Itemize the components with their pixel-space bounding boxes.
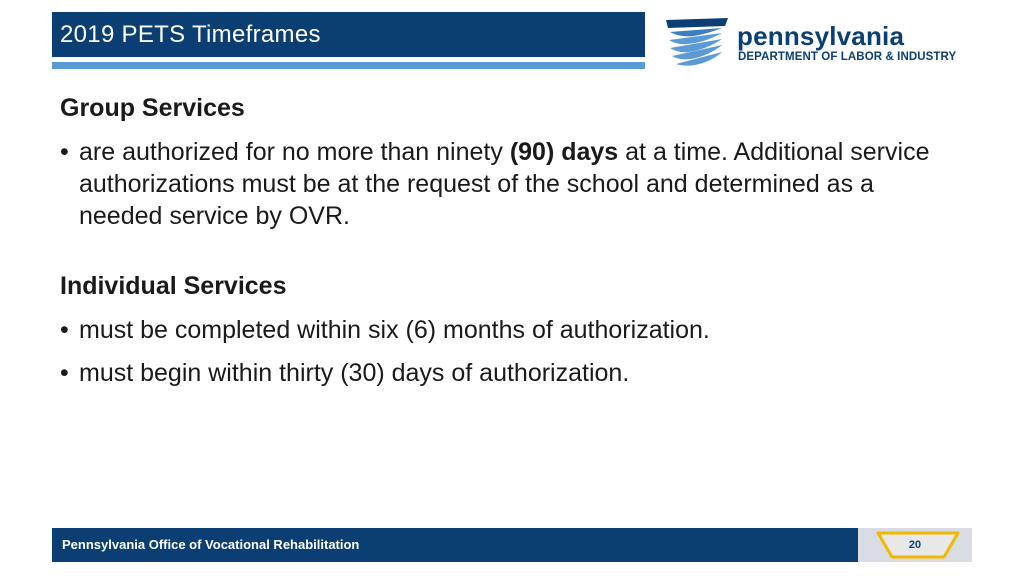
slide-content: [60, 92, 960, 389]
pa-logo: [664, 12, 994, 68]
slide-title: 2019 PETS Timeframes: [60, 21, 321, 48]
bullet-icon: •: [60, 316, 69, 344]
individual-bullet-2: [60, 357, 960, 389]
bullet-icon: •: [60, 359, 69, 387]
bullet-text: must be completed within six (6) months of authorization.: [79, 316, 710, 344]
individual-bullet-1: [60, 314, 960, 346]
footer-text: Pennsylvania Office of Vocational Rehabilitation: [62, 537, 360, 552]
logo-name: pennsylvania: [737, 21, 905, 51]
page-number: 20: [908, 539, 922, 551]
bullet-icon: •: [60, 138, 69, 166]
bullet-text: must begin within thirty (30) days of authorization.: [79, 359, 630, 387]
individual-services-heading: Individual Services: [60, 272, 287, 300]
bullet-text-post: at a time. Additional service authorizations must be at the request of the school and determined as a needed service by OVR.: [79, 138, 930, 230]
individual-services-section: [60, 270, 960, 389]
group-services-heading: Group Services: [60, 94, 245, 122]
bullet-text-bold: (90) days: [509, 138, 619, 166]
bullet-text-pre: are authorized for no more than ninety: [79, 138, 510, 166]
group-services-section: [60, 92, 960, 232]
title-underline: [52, 62, 645, 69]
group-services-bullet: [60, 136, 960, 232]
keystone-logo-icon: [664, 12, 730, 68]
logo-department: DEPARTMENT OF LABOR & INDUSTRY: [738, 51, 957, 63]
